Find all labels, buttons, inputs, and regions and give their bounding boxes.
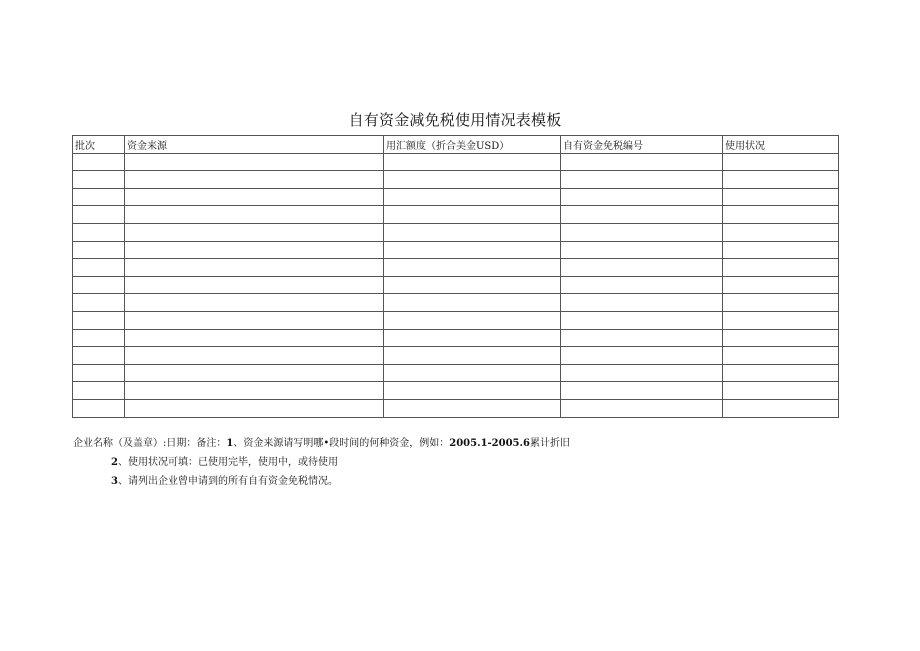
table-row <box>73 206 839 224</box>
table-cell <box>561 153 723 171</box>
table-cell <box>73 153 125 171</box>
table-cell <box>125 171 384 189</box>
table-cell <box>384 223 561 241</box>
table-cell <box>723 259 839 277</box>
table-cell <box>73 188 125 206</box>
table-cell <box>723 311 839 329</box>
table-cell <box>723 399 839 417</box>
table-cell <box>723 276 839 294</box>
table-body <box>73 153 839 417</box>
table-cell <box>561 223 723 241</box>
table-cell <box>561 171 723 189</box>
table-cell <box>125 399 384 417</box>
table-cell <box>561 347 723 365</box>
table-cell <box>723 329 839 347</box>
table-cell <box>73 259 125 277</box>
table-cell <box>561 241 723 259</box>
table-cell <box>384 153 561 171</box>
notes-block <box>73 434 570 491</box>
header-exemption-number: 自有资金免税编号 <box>561 136 723 154</box>
table-cell <box>125 188 384 206</box>
table-row <box>73 347 839 365</box>
table-cell <box>561 329 723 347</box>
table-header-row <box>73 136 839 154</box>
table-cell <box>384 399 561 417</box>
table-cell <box>73 329 125 347</box>
table-cell <box>561 399 723 417</box>
table-cell <box>125 223 384 241</box>
table-cell <box>125 364 384 382</box>
table-cell <box>73 364 125 382</box>
table-row <box>73 188 839 206</box>
table-cell <box>125 206 384 224</box>
table-row <box>73 364 839 382</box>
table-row <box>73 153 839 171</box>
table-cell <box>125 153 384 171</box>
table-cell <box>125 382 384 400</box>
table-cell <box>561 276 723 294</box>
table-cell <box>561 382 723 400</box>
table-cell <box>384 171 561 189</box>
table-cell <box>125 347 384 365</box>
table-row <box>73 382 839 400</box>
table-cell <box>561 259 723 277</box>
note-2-text: 、使用状况可填：已使用完毕，使用中，或待使用 <box>117 457 338 468</box>
table-cell <box>384 329 561 347</box>
header-usage-status: 使用状况 <box>723 136 839 154</box>
header-fx-amount: 用汇额度（折合美金USD） <box>384 136 561 154</box>
table-row <box>73 329 839 347</box>
table-cell <box>73 382 125 400</box>
table-row <box>73 259 839 277</box>
header-fund-source: 资金来源 <box>125 136 384 154</box>
table-cell <box>73 276 125 294</box>
note-1-suffix: 累计折旧 <box>529 438 570 449</box>
usage-table <box>72 135 839 418</box>
table-cell <box>384 347 561 365</box>
table-cell <box>125 311 384 329</box>
table-cell <box>73 294 125 312</box>
table-cell <box>723 153 839 171</box>
table-cell <box>73 223 125 241</box>
note-3-number: 3 <box>111 476 118 487</box>
table-cell <box>384 276 561 294</box>
table-row <box>73 171 839 189</box>
table-cell <box>561 364 723 382</box>
table-cell <box>561 311 723 329</box>
header-batch: 批次 <box>73 136 125 154</box>
table-cell <box>73 311 125 329</box>
table-cell <box>125 294 384 312</box>
table-cell <box>561 188 723 206</box>
table-cell <box>125 241 384 259</box>
table-cell <box>384 364 561 382</box>
table-row <box>73 223 839 241</box>
note-line-1 <box>73 434 570 453</box>
note-1-example: 2005.1-2005.6 <box>449 438 530 449</box>
note-1-prefix: 企业名称（及盖章）:日期：备注： <box>73 438 227 449</box>
table-cell <box>561 294 723 312</box>
table-cell <box>384 382 561 400</box>
table-cell <box>73 347 125 365</box>
table-row <box>73 276 839 294</box>
table-cell <box>125 276 384 294</box>
table-cell <box>73 241 125 259</box>
note-line-3 <box>73 472 570 491</box>
table-cell <box>73 206 125 224</box>
table-cell <box>723 347 839 365</box>
table-cell <box>384 206 561 224</box>
table-cell <box>125 259 384 277</box>
table-cell <box>125 329 384 347</box>
note-2-number: 2 <box>111 457 118 468</box>
note-1-number: 1 <box>226 438 234 449</box>
table-row <box>73 399 839 417</box>
table-cell <box>384 259 561 277</box>
table-cell <box>384 241 561 259</box>
table-cell <box>723 223 839 241</box>
table-cell <box>384 188 561 206</box>
table-cell <box>723 206 839 224</box>
table-cell <box>73 171 125 189</box>
note-3-text: 、请列出企业曾申请到的所有自有资金免税情况。 <box>117 476 338 487</box>
table-cell <box>561 206 723 224</box>
table-cell <box>384 311 561 329</box>
note-line-2 <box>73 453 570 472</box>
note-1-text: 、资金来源请写明哪•段时间的何种资金，例如： <box>233 438 450 449</box>
table-cell <box>73 399 125 417</box>
document-title: 自有资金减免税使用情况表模板 <box>348 111 562 129</box>
table-cell <box>384 294 561 312</box>
table-cell <box>723 294 839 312</box>
table-cell <box>723 364 839 382</box>
table-cell <box>723 188 839 206</box>
table-cell <box>723 171 839 189</box>
table-cell <box>723 382 839 400</box>
table-row <box>73 294 839 312</box>
table-row <box>73 241 839 259</box>
table-row <box>73 311 839 329</box>
table-cell <box>723 241 839 259</box>
